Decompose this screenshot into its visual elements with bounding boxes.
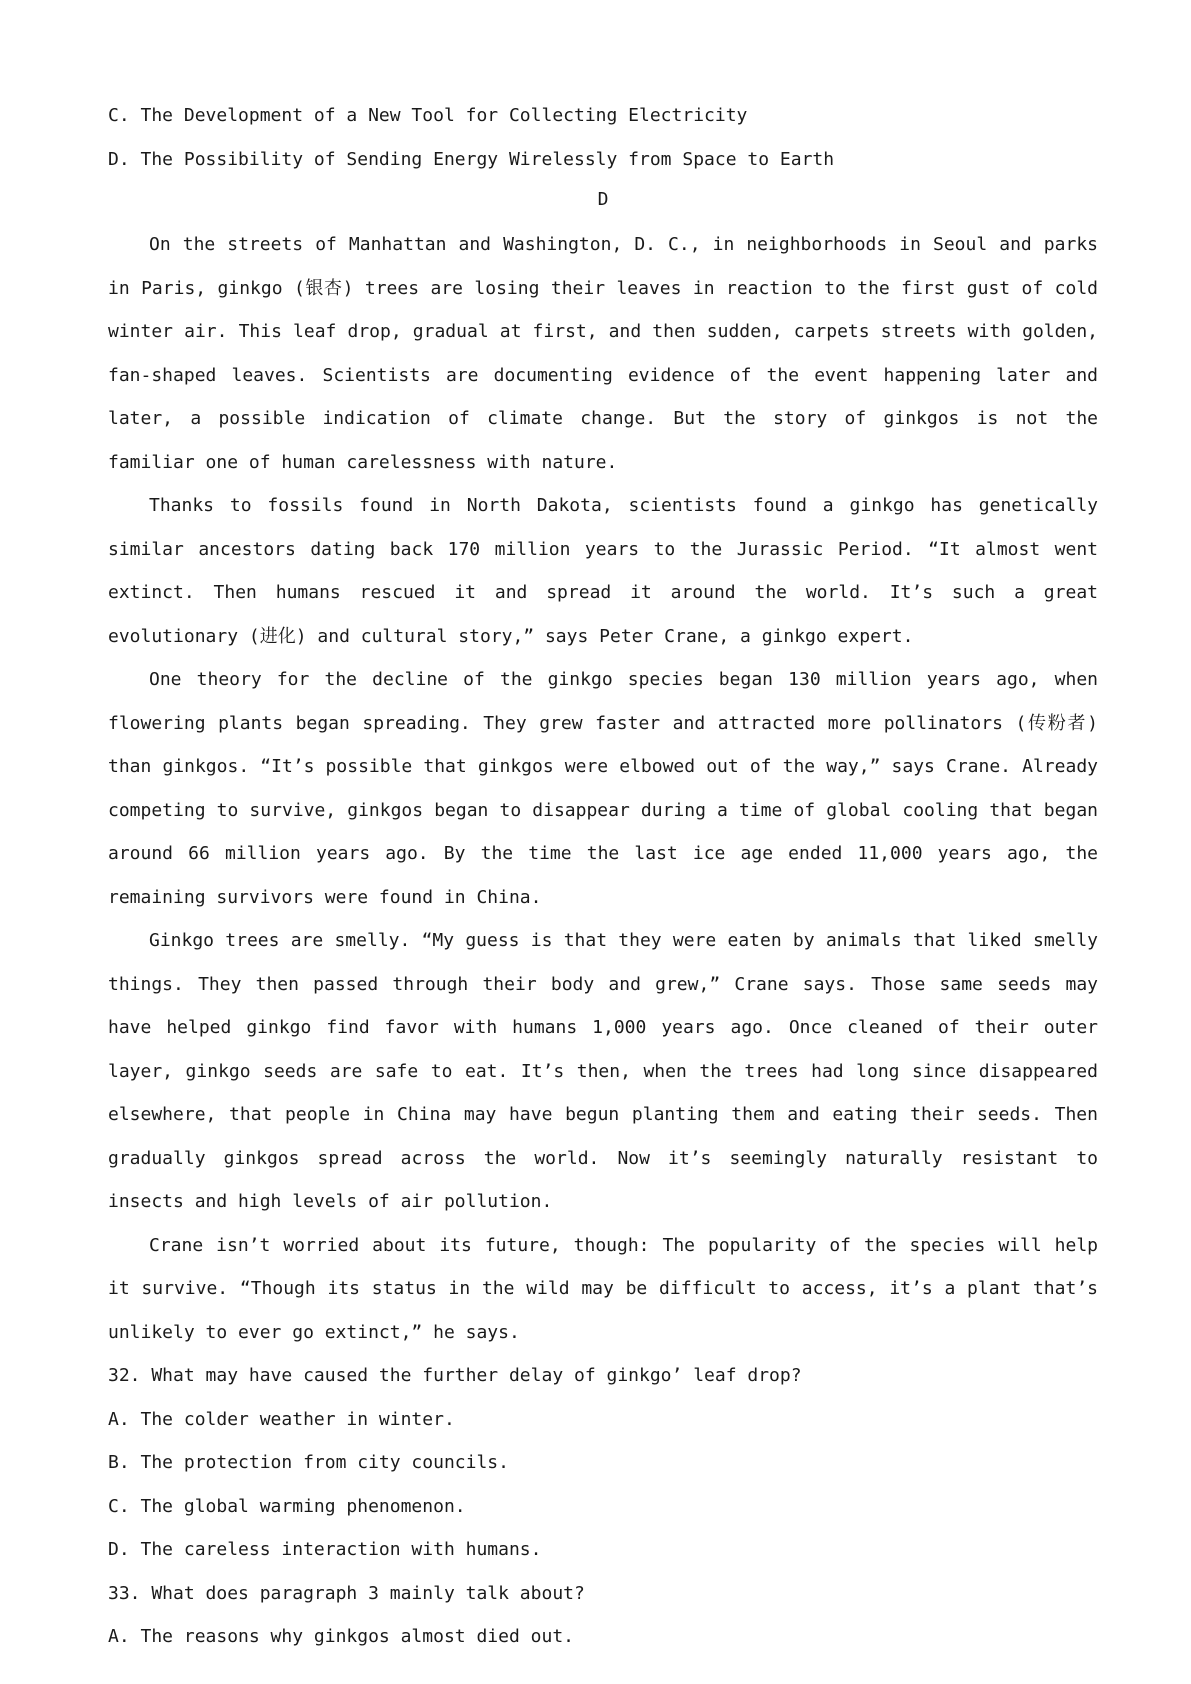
passage-paragraph-2: Thanks to fossils found in North Dakota, scientists found a ginkgo has genetically similar ancestors dating back 170 million years to the Jurassic Period. “It almost went extinct. Then humans rescued it and spread it around the world. It’s such a great evolutionary (进化) and cultural story,” says Peter Crane, a ginkgo expert. bbox=[108, 495, 1098, 647]
question-33-option-a: A. The reasons why ginkgos almost died out. bbox=[108, 1626, 574, 1647]
question-33-stem: 33. What does paragraph 3 mainly talk about? bbox=[108, 1582, 585, 1604]
question-32-option-c: C. The global warming phenomenon. bbox=[108, 1495, 466, 1517]
question-32-option-b: B. The protection from city councils. bbox=[108, 1452, 509, 1473]
passage-paragraph-3: One theory for the decline of the ginkgo species began 130 million years ago, when flowering plants began spreading. They grew faster and attracted more pollinators (传粉者) than ginkgos. “It’s possible that ginkgos were elbowed out of the way,” says Crane. Already competing to survive, ginkgos began to disappear during a time of global cooling that began around 66 million years ago. By the time the last ice age ended 11,000 years ago, the remaining survivors were found in China. bbox=[108, 669, 1098, 908]
section-label: D bbox=[597, 189, 609, 210]
passage-paragraph-5: Crane isn’t worried about its future, though: The popularity of the species will help it survive. “Though its status in the wild may be difficult to access, it’s a plant that’s unlikely to ever go extinct,” he says. bbox=[108, 1234, 1098, 1343]
passage-paragraph-4: Ginkgo trees are smelly. “My guess is that they were eaten by animals that liked smelly things. They then passed through their body and grew,” Crane says. Those same seeds may have helped ginkgo find favor with humans 1,000 years ago. Once cleaned of their outer layer, ginkgo seeds are safe to eat. It’s then, when the trees had long since disappeared elsewhere, that people in China may have begun planting them and eating their seeds. Then gradually ginkgos spread across the world. Now it’s seemingly naturally resistant to insects and high levels of air pollution. bbox=[108, 930, 1098, 1212]
document-page bbox=[108, 92, 1098, 1659]
question-32-option-a: A. The colder weather in winter. bbox=[108, 1408, 455, 1430]
previous-option-c: C. The Development of a New Tool for Collecting Electricity bbox=[108, 105, 748, 126]
previous-option-d: D. The Possibility of Sending Energy Wirelessly from Space to Earth bbox=[108, 149, 835, 170]
passage-paragraph-1: On the streets of Manhattan and Washington, D. C., in neighborhoods in Seoul and parks in Paris, ginkgo (银杏) trees are losing their leaves in reaction to the first gust of cold winter air. This leaf drop, gradual at first, and then sudden, carpets streets with golden, fan-shaped leaves. Scientists are documenting evidence of the event happening later and later, a possible indication of climate change. But the story of ginkgos is not the familiar one of human carelessness with nature. bbox=[108, 234, 1098, 473]
question-32-stem: 32. What may have caused the further delay of ginkgo’ leaf drop? bbox=[108, 1365, 802, 1386]
question-32-option-d: D. The careless interaction with humans. bbox=[108, 1539, 542, 1560]
